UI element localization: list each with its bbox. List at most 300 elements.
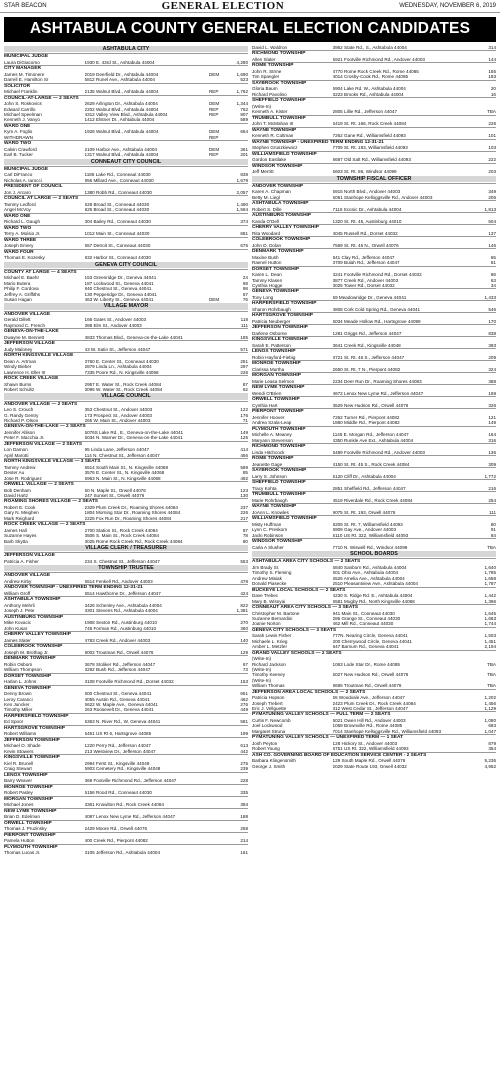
candidate-address: 1908 Sexton Rd., Austinburg 44010 <box>84 620 158 626</box>
race-heading: PLYMOUTH TOWNSHIP <box>4 844 248 851</box>
race-heading: COUNTY AT LARGE — 4 SEATS <box>4 269 248 276</box>
candidate-row <box>4 323 248 328</box>
candidate-name: Raenel Hutton <box>252 260 282 266</box>
candidate-party <box>457 319 474 324</box>
candidate-name: Ken Juncker <box>4 702 30 708</box>
candidate-party <box>209 608 226 613</box>
candidate-name: Dwayne M. Bennett <box>4 334 45 340</box>
race-heading: HARPERSFIELD TOWNSHIP <box>4 713 248 720</box>
vote-count: 67 <box>242 291 248 297</box>
candidate-address: 6526 Amelia Ave., Ashtabula 44004 <box>332 575 405 581</box>
candidate-address: 1063 Lode Star Dr., Rome 44085 <box>332 661 400 667</box>
candidate-name: Robert Williams <box>4 731 37 737</box>
vote-count: 571 <box>240 346 248 352</box>
vote-count: 16 <box>490 91 496 97</box>
vote-count: 324 <box>488 367 496 373</box>
candidate-party <box>457 231 474 236</box>
race-heading: ORWELL VILLAGE — 2 SEATS <box>4 481 248 488</box>
vote-count: 388 <box>488 379 496 385</box>
candidate-row <box>252 403 496 408</box>
candidate-row <box>4 679 248 684</box>
candidate-party <box>209 453 226 458</box>
candidate-party <box>457 219 474 224</box>
candidate-name: Rita Woodard <box>252 230 281 236</box>
candidate-name: Sarah E. Patterson <box>252 343 291 349</box>
candidate-address: 1220 Perry Rd., Jefferson 44047 <box>84 743 151 749</box>
race-heading: SOLICITOR <box>4 83 248 90</box>
race-heading: ANDOVER VILLAGE — 2 SEATS <box>4 401 248 408</box>
candidate-address: 1069 Brownville Rd., Rome 44085 <box>332 723 403 729</box>
vote-count: 73 <box>242 667 248 673</box>
candidate-address: 777N. Nearing Circle, Geneva 44041 <box>332 633 408 639</box>
vote-count: 222 <box>488 157 496 163</box>
candidate-name: Suzanne Bernardini <box>252 615 293 621</box>
vote-count: 111 <box>241 322 248 328</box>
candidate-address: 5451 US Rt 6, Hartsgrove 44085 <box>84 731 152 737</box>
vote-count: 2,057 <box>236 189 248 195</box>
vote-count: 185 <box>240 334 248 340</box>
candidate-name: Gerald Dillett <box>4 317 31 323</box>
candidate-name: Jeff Merritt <box>252 169 274 175</box>
vote-count: 297 <box>240 364 248 370</box>
candidate-address: 925 Broad St., Conneaut 44030 <box>84 207 150 213</box>
vote-count: 129 <box>240 649 248 655</box>
candidate-address: 3506 S. Main St., Rock Creek 44084 <box>84 533 160 539</box>
vote-count: 361 <box>240 146 248 152</box>
candidate-row <box>4 591 248 596</box>
candidate-name: Joseph Trebert <box>252 700 283 706</box>
candidate-name: Robin Osborn <box>4 661 33 667</box>
candidate-party: DEM <box>208 146 220 152</box>
candidate-address: 847 Barnum Rd., Geneva 44041 <box>332 644 399 650</box>
vote-count: 63 <box>490 277 496 283</box>
race-heading: DORSET TOWNSHIP <box>252 266 496 273</box>
candidate-name: Leroy Caranci <box>4 696 33 702</box>
candidate-address: 463 W. Liberty St., Geneva 44041 <box>84 297 154 303</box>
candidate-row <box>4 650 248 655</box>
candidate-address: 6419 St. Rt. 166, Rock Creek 44084 <box>332 121 407 127</box>
candidate-columns <box>4 45 496 1071</box>
candidate-name: Michael O. Shade <box>4 743 41 749</box>
candidate-row <box>4 89 248 94</box>
candidate-row <box>252 644 496 649</box>
race-heading: ROME TOWNSHIP <box>252 455 496 462</box>
candidate-row <box>4 579 248 584</box>
vote-count: 4,952 <box>484 763 496 769</box>
vote-count: 1,679 <box>236 177 248 183</box>
candidate-address: 2109 Harbor Ave., Ashtabula 44004 <box>84 146 157 152</box>
candidate-name: Linda Hitchcock <box>252 449 285 455</box>
candidate-address: 1317 Walnut Blvd., Ashtabula 44004 <box>84 152 159 158</box>
candidate-address: 5034 N. Warner Dr., Geneva-on-the-Lake 44041 <box>84 435 183 441</box>
candidate-row <box>4 255 248 260</box>
candidate-name: William Thomas <box>252 683 285 689</box>
vote-count: 149 <box>488 420 496 426</box>
candidate-address: 2019 Deerfield Dr., Ashtabula 44004 <box>84 71 159 77</box>
candidate-name: Mario Butera <box>4 280 31 286</box>
candidate-address: 59 Meadowridge Dr., Geneva 44041 <box>332 295 407 301</box>
candidate-name: Andrew Misiak <box>252 575 282 581</box>
candidate-name: Christopher M. Bartone <box>252 610 300 616</box>
candidate-address: 601 Ohio Ave., Ashtabula 44004 <box>332 570 399 576</box>
candidate-name: Marie Leasa Selmon <box>252 379 295 385</box>
candidate-address: 4808 Cork Cold Spring Rd., Geneva 44041 <box>332 307 421 313</box>
candidate-name: Ed Spoor <box>4 719 24 725</box>
candidate-row <box>4 60 248 65</box>
candidate-address: 832 Harbor St., Conneaut 44030 <box>84 255 151 261</box>
candidate-party: REP <box>208 89 219 95</box>
candidate-name: Tony Long <box>252 295 274 301</box>
candidate-row <box>4 802 248 807</box>
candidate-party <box>209 766 226 771</box>
candidate-row <box>252 331 496 336</box>
race-heading: CHERRY VALLEY TOWNSHIP <box>4 631 248 638</box>
candidate-address: 2629 Arlington Dr., Ashtabula 44004 <box>84 101 158 107</box>
vote-count: 589 <box>240 117 248 123</box>
candidate-name: Windy Bieber <box>4 364 32 370</box>
candidate-address: 628 Broad St., Conneaut 44030 <box>84 201 150 207</box>
candidate-row <box>4 476 248 481</box>
candidate-name: Darlene Osborne <box>252 331 287 337</box>
candidate-party <box>457 121 474 126</box>
candidate-party <box>457 510 474 515</box>
candidate-party <box>209 77 226 82</box>
vote-count: 456 <box>240 452 248 458</box>
candidate-name: Susan Hagan <box>4 297 32 303</box>
race-heading: GENEVA-ON-THE-LAKE <box>4 328 248 335</box>
candidate-row <box>252 195 496 200</box>
candidate-address: 5812 Runel Ave., Ashtabula 44004 <box>84 77 155 83</box>
candidate-party <box>457 729 474 734</box>
candidate-address: 3025 Rome Rock Creek Rd., Rock Creek 44084 <box>84 538 183 544</box>
candidate-address: 7710 N. Wiswell Rd., Windsor 44099 <box>332 544 408 550</box>
vote-count: 87 <box>242 527 248 533</box>
race-heading: TRUMBULL TOWNSHIP <box>252 491 496 498</box>
candidate-address: 263 Roosevelt Dr., Geneva 44041 <box>84 707 154 713</box>
candidate-name: Kevin Stowers <box>4 748 34 754</box>
vote-count <box>226 255 248 260</box>
candidate-party <box>457 74 474 79</box>
candidate-name: Patricia A. Fisher <box>4 558 39 564</box>
candidate-party <box>209 650 226 655</box>
vote-count: 203 <box>488 169 496 175</box>
candidate-row <box>4 850 248 855</box>
candidate-address: 5120 Cliff Dr., Ashtabula 44004 <box>332 473 396 479</box>
race-heading: WINDSOR TOWNSHIP <box>252 163 496 170</box>
vote-count: 270 <box>240 620 248 626</box>
vote-count: 393 <box>488 343 496 349</box>
candidate-party: DEM <box>208 101 220 107</box>
candidate-address: 4045 Russell Rd., Dorset 44032 <box>332 230 398 236</box>
vote-count: 144 <box>488 57 496 62</box>
candidate-address: 3223 Brooks Rd., Ashtabula 44004 <box>332 91 404 97</box>
vote-count: 2,194 <box>484 644 496 650</box>
vote-count: 546 <box>488 307 496 313</box>
vote-count: TBA <box>487 109 496 115</box>
candidate-row <box>252 260 496 265</box>
candidate-address: 6963 N. Main St., N. Kingsville 44068 <box>84 475 161 481</box>
candidate-party <box>209 826 226 831</box>
candidate-name: Barry Weaver <box>4 778 32 784</box>
candidate-name: Jim Brady Sr. <box>252 564 280 570</box>
race-heading: SAYBROOK TOWNSHIP <box>252 467 496 474</box>
candidate-party: DEM <box>208 297 220 303</box>
candidate-address: 6622 W. Maple Ave., Geneva 44041 <box>84 702 158 708</box>
candidate-party <box>457 545 474 550</box>
candidate-row <box>252 420 496 425</box>
candidate-name: Kanda O'Dell <box>252 218 279 224</box>
vote-count: 1,381 <box>236 608 248 614</box>
vote-count: 69 <box>242 280 248 286</box>
race-heading: LENOX TOWNSHIP <box>252 348 496 355</box>
candidate-party <box>457 343 474 348</box>
candidate-name: Richard P. Olson <box>4 417 39 423</box>
vote-count: 1,787 <box>484 581 496 587</box>
race-heading: RICHMOND TOWNSHIP <box>252 50 496 57</box>
vote-count: 449 <box>240 707 248 713</box>
candidate-name: Lawrence H. Eller III <box>4 369 46 375</box>
candidate-party: REP <box>208 112 219 118</box>
vote-count: 354 <box>488 746 496 752</box>
candidate-row <box>252 133 496 138</box>
candidate-address: 856 Millard Ave., Conneaut 44030 <box>84 177 154 183</box>
candidate-party <box>209 219 226 224</box>
vote-count: 226 <box>240 369 248 375</box>
vote-count: 169 <box>488 391 496 397</box>
section-heading: VILLAGE MAYOR <box>4 303 248 309</box>
candidate-name: Tammy Andrew <box>4 464 36 470</box>
candidate-party <box>457 462 474 467</box>
vote-count: 86 <box>490 272 496 278</box>
candidate-row <box>4 335 248 340</box>
race-heading: COUNCIL AT LARGE — 2 SEATS <box>4 195 248 202</box>
vote-count: 125 <box>240 435 248 441</box>
vote-count: 1,594 <box>236 207 248 213</box>
candidate-name: Richard L. Gaugh <box>4 219 41 225</box>
candidate-row <box>4 435 248 440</box>
race-heading: WAYNE TOWNSHIP <box>252 127 496 134</box>
race-heading: ROME TOWNSHIP <box>252 62 496 69</box>
vote-count: 1,658 <box>484 575 496 581</box>
vote-count: 228 <box>240 778 248 784</box>
candidate-address: 2805 Lillie Rd., Jefferson 44047 <box>332 109 398 115</box>
vote-count: 360 <box>240 625 248 631</box>
candidate-party <box>209 190 226 195</box>
candidate-address: 3292 Bush Rd., Jefferson 44047 <box>84 667 151 673</box>
candidate-row <box>4 370 248 375</box>
candidate-name: Gary N. Meighen <box>4 510 39 516</box>
candidate-address: 4770 Rome Rock Creek Rd., Rome 44085 <box>332 69 419 74</box>
candidate-name: Tammy Ledford <box>4 201 36 207</box>
candidate-address: 2225 Fox Run Dr., Roaming Shores 44084 <box>84 515 172 521</box>
vote-count: 136 <box>488 449 496 455</box>
vote-count: 275 <box>240 760 248 766</box>
vote-count: 478 <box>240 578 248 584</box>
race-heading: MORGAN TOWNSHIP <box>4 796 248 803</box>
vote-count: 1,396 <box>484 598 496 604</box>
candidate-name: Joel Lockwood <box>252 723 283 729</box>
candidate-row <box>252 109 496 114</box>
vote-count: 442 <box>240 748 248 754</box>
candidate-name: Sarah Lewis Fisher <box>252 633 292 639</box>
vote-count: 1,503 <box>484 633 496 639</box>
candidate-address: 6909 Gay Ave., Andover 44003 <box>332 527 397 533</box>
candidate-row <box>4 790 248 795</box>
section-heading: CONNEAUT CITY COUNCIL <box>4 159 248 165</box>
race-heading: NEW LYME TOWNSHIP <box>4 808 248 815</box>
candidate-address: 941 Main St., Conneaut 44030 <box>332 610 395 616</box>
candidate-row <box>252 57 496 62</box>
candidate-row <box>252 45 496 50</box>
candidate-name: (Write-In) <box>252 666 272 672</box>
candidate-party <box>209 626 226 631</box>
candidate-name: Angel McVoy <box>4 207 31 213</box>
vote-count: 81 <box>490 260 496 266</box>
candidate-address: 6581 Mugby Rd., North Kingsville 44068 <box>332 598 415 604</box>
candidate-name: April Marotti <box>4 452 29 458</box>
candidate-party <box>209 207 226 212</box>
candidate-party <box>209 850 226 855</box>
race-heading: WINDSOR TOWNSHIP <box>252 538 496 545</box>
race-heading: ASH CO. GOVERNING BOARD OF EDUCATION SERVICE CENTER - 2 SEATS <box>252 752 496 759</box>
candidate-address: 3576 E. Center St., N. Kingsville 44068 <box>84 470 165 476</box>
candidate-name: Wendi O'Brien <box>252 391 282 397</box>
candidate-party <box>457 195 474 200</box>
vote-count: 78 <box>242 533 248 539</box>
candidate-name: John T. McMahan III <box>252 121 294 127</box>
candidate-name: Michael Jones <box>4 802 34 808</box>
race-heading: ASHTABULA TOWNSHIP <box>252 200 496 207</box>
candidate-name: Suzanne Hayes <box>4 533 37 539</box>
candidate-address: 213 Westview Dr., Jefferson 44047 <box>84 748 156 754</box>
candidate-address: 462 Mill Rd., Conneaut 44030 <box>332 621 394 627</box>
candidate-name: Edward Carrillo <box>4 106 36 112</box>
candidate-party <box>457 355 474 360</box>
candidate-address: 4833 Thomas Blvd., Geneva-on-the-Lake 44041 <box>84 334 183 340</box>
vote-count: 1,490 <box>236 201 248 207</box>
vote-count: 84 <box>490 532 496 538</box>
candidate-name: Margaret Struna <box>252 728 286 734</box>
candidate-row <box>252 746 496 751</box>
candidate-name: Marie Rohrbaugh <box>252 497 288 503</box>
vote-count: 1,456 <box>484 700 496 706</box>
candidate-address: 9075 St. Rt. 193, Orwell 44076 <box>332 509 396 515</box>
candidate-address: 745 Forman Rd., Austinburg 44010 <box>84 625 157 631</box>
candidate-address: 1320 St. Rt. 45, Austinburg 44010 <box>332 218 402 224</box>
candidate-name: George J. Smith <box>252 763 286 769</box>
candidate-name: Dean A. Artman <box>4 358 37 364</box>
candidate-address: 1804 Morning Star Dr., Roaming Shores 44084 <box>84 510 181 516</box>
race-heading: NORTH KINGSVILLE VILLAGE — 3 SEATS <box>4 458 248 465</box>
candidate-party <box>209 731 226 736</box>
candidate-address: 1281 Griggs Rd., Jefferson 44047 <box>332 331 402 337</box>
candidate-address: 1412 Elstner Dr., Ashtabula 44004 <box>84 117 155 123</box>
candidate-address: 3962 State Rd., S., Ashtabula 44004 <box>332 45 407 50</box>
candidate-name: Mike Kovacic <box>4 620 32 626</box>
candidate-address: 5904 Lake Rd. W., Ashtabula 44004 <box>332 86 406 92</box>
candidate-address: 4087 Lenox New Lyme Rd., Jefferson 44047 <box>84 814 176 820</box>
candidate-party <box>209 60 226 65</box>
candidate-name: Raymond C. French <box>4 322 46 328</box>
candidate-party: REP <box>208 106 219 112</box>
candidate-party <box>457 133 474 138</box>
candidate-party <box>457 379 474 384</box>
race-heading: COLEBROOK TOWNSHIP <box>4 643 248 650</box>
vote-count: 504 <box>488 218 496 224</box>
candidate-name: John Kusar <box>4 625 28 631</box>
candidate-name: Jennifer Hoover <box>252 415 285 421</box>
race-heading: CHERRY VALLEY TOWNSHIP <box>252 224 496 231</box>
race-heading: WARD TWO <box>4 225 248 232</box>
race-heading: BUCKEYE LOCAL SCHOOLS — 2 SEATS <box>252 587 496 594</box>
race-heading: GENEVA TOWNSHIP <box>252 288 496 295</box>
candidate-party <box>209 679 226 684</box>
candidate-name: Craig Stewart <box>4 766 32 772</box>
page-header <box>0 0 500 13</box>
candidate-address: 8002 Troutman Rd., Orwell 44076 <box>84 649 154 655</box>
candidate-row <box>252 231 496 236</box>
race-heading: MUNICIPAL JUDGE <box>4 53 248 60</box>
candidate-name: Michael Franklin <box>4 89 38 95</box>
candidate-address: 6514 Fenkell Rd., Andover 44003 <box>84 578 153 584</box>
vote-count: 4,280 <box>236 59 248 65</box>
candidate-address: 2994 Ferst St., Kingsville 44048 <box>84 760 150 766</box>
candidate-party <box>457 533 474 538</box>
candidate-name: Jose R. Rodriguez <box>4 475 42 481</box>
candidate-name: Dave Trebec <box>252 593 279 599</box>
candidate-row <box>4 297 248 302</box>
vote-count: 681 <box>240 231 248 237</box>
vote-count: 170 <box>488 319 496 325</box>
race-heading: MUNICIPAL JUDGE <box>4 166 248 173</box>
candidate-name: Peter F. Macchia Jr. <box>4 435 45 441</box>
candidate-row <box>252 145 496 150</box>
candidate-address: 7262 Turner Rd., Pierpont 44082 <box>332 415 400 421</box>
race-heading: SHEFFIELD TOWNSHIP <box>252 479 496 486</box>
vote-count: 581 <box>240 719 248 725</box>
publication-date: WEDNESDAY, NOVEMBER 6, 2019 <box>399 3 496 9</box>
candidate-address: 4783 Creek Rd., Andover 44003 <box>84 637 151 643</box>
candidate-party <box>457 644 474 649</box>
vote-count: 214 <box>240 838 248 844</box>
candidate-party <box>209 117 226 122</box>
race-heading: PIERPONT TOWNSHIP <box>252 408 496 415</box>
candidate-row <box>4 778 248 783</box>
race-heading: SHEFFIELD TOWNSHIP <box>252 97 496 104</box>
candidate-address: 234 S. Chestnut St., Jefferson 44047 <box>84 558 160 564</box>
vote-count: 492 <box>240 475 248 481</box>
candidate-name: Robert Schultz <box>4 386 35 392</box>
race-heading: WARD FOUR <box>4 249 248 256</box>
race-heading: WAYNE TOWNSHIP <box>252 503 496 510</box>
vote-count: 822 <box>240 602 248 608</box>
candidate-row <box>4 667 248 672</box>
candidate-name: Bob Denham <box>4 487 31 493</box>
race-heading: WARD ONE <box>4 123 248 130</box>
vote-count: 87 <box>242 381 248 387</box>
vote-count: 201 <box>240 152 248 158</box>
vote-count: 206 <box>488 194 496 200</box>
candidate-name: Thomas J. Pruzinsky <box>4 826 47 832</box>
vote-count: 67 <box>242 661 248 667</box>
publication-name: STAR BEACON <box>4 3 47 9</box>
candidate-address: 3241 Footville Richmond Rd., Dorset 44032 <box>332 272 422 278</box>
candidate-party <box>209 539 226 544</box>
candidate-address: 3105 Jefferson Rd., Ashtabula 44004 <box>84 850 161 856</box>
vote-count: 807 <box>240 112 248 118</box>
vote-count: 24 <box>242 275 248 281</box>
vote-count: 374 <box>240 219 248 225</box>
